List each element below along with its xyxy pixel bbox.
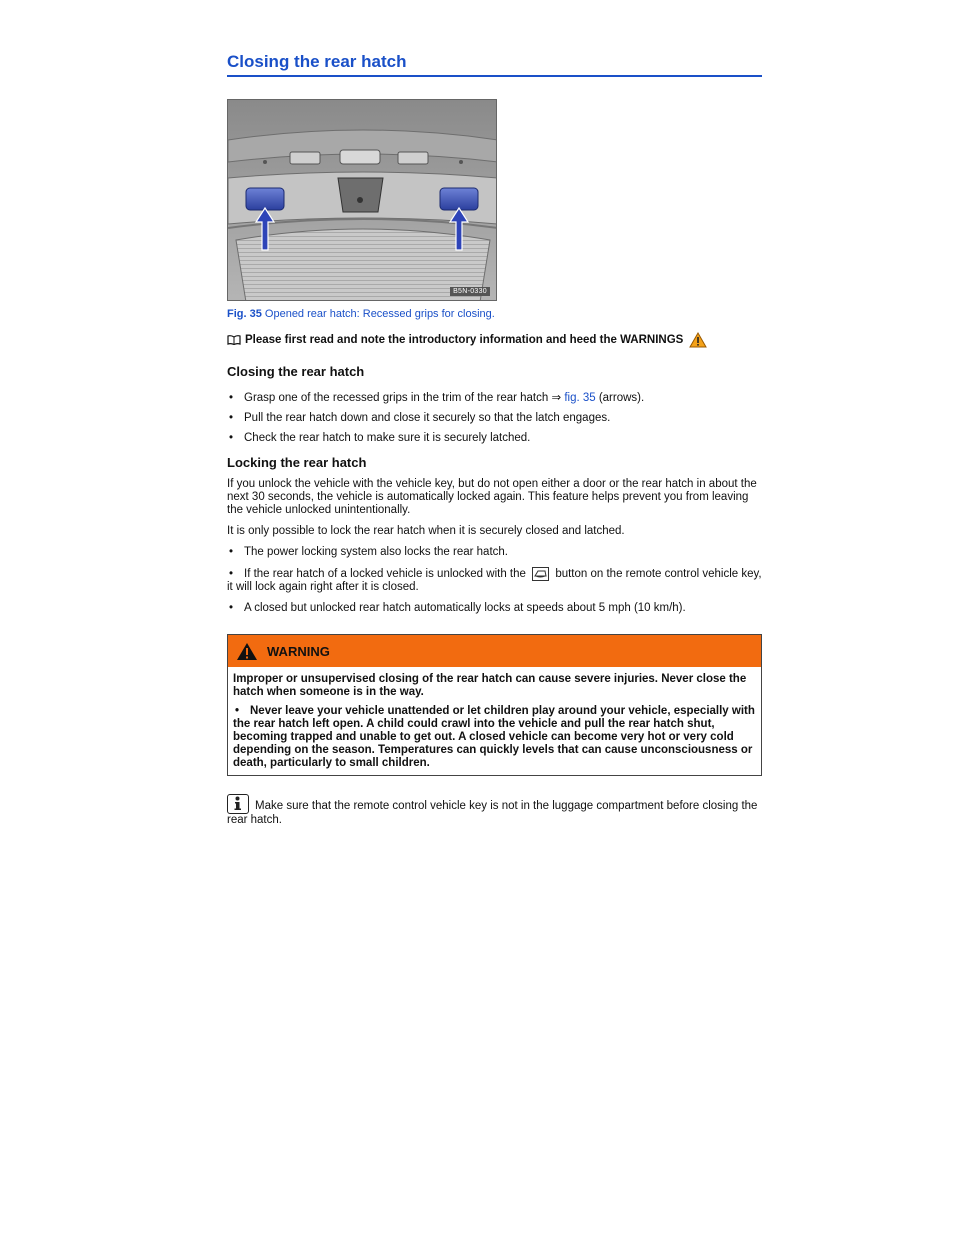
section-heading-locking: Locking the rear hatch bbox=[227, 455, 367, 470]
figure-caption-number: Fig. 35 bbox=[227, 308, 262, 320]
warning-text-2: Never leave your vehicle unattended or let children play around your vehicle, especially with the rear hatch left open. A child could crawl into the vehicle and pull the rear hatch shut, becoming trapped and unable to get out. A closed vehicle can become very hot or very cold depending on the season. Temperatures can quickly levels that can cause unconsciousness or death, particularly to small children. bbox=[233, 705, 755, 769]
figure-link[interactable]: fig. 35 bbox=[564, 392, 596, 404]
closing-steps-list bbox=[227, 391, 762, 445]
warning-triangle-icon[interactable] bbox=[689, 332, 707, 348]
page bbox=[227, 52, 762, 827]
list-item-text: A closed but unlocked rear hatch automatically locks at speeds about 5 mph (10 km/h). bbox=[244, 602, 686, 614]
info-icon bbox=[227, 794, 249, 814]
figure-rear-hatch bbox=[227, 99, 497, 301]
list-item: • The power locking system also locks the rear hatch. bbox=[229, 546, 508, 558]
list-item: • Check the rear hatch to make sure it is securely latched. bbox=[229, 432, 531, 444]
info-note bbox=[227, 794, 762, 827]
figure-caption-text: Opened rear hatch: Recessed grips for closing. bbox=[264, 308, 495, 320]
warning-icon bbox=[236, 642, 258, 661]
note-text: Make sure that the remote control vehicle key is not in the luggage compartment before closing the rear hatch. bbox=[227, 800, 758, 826]
page-title: Closing the rear hatch bbox=[227, 52, 762, 77]
list-item-text: Check the rear hatch to make sure it is securely latched. bbox=[244, 432, 531, 444]
locking-paragraph-2: It is only possible to lock the rear hatch when it is securely closed and latched. bbox=[227, 525, 625, 537]
list-item-text: Grasp one of the recessed grips in the trim of the rear hatch ⇒ bbox=[244, 392, 562, 404]
rear-hatch-key-icon bbox=[532, 567, 549, 581]
warning-text-2-wrap: • Never leave your vehicle unattended or let children play around your vehicle, especially with the rear hatch left open. A child could crawl into the vehicle and pull the rear hatch shut, becoming trapped and unable to get out. A closed vehicle can become very hot or very cold depending on the season. Temperatures can quickly levels that can cause unconsciousness or death, particularly to small children. bbox=[233, 705, 755, 769]
book-icon bbox=[227, 335, 241, 345]
list-item: • A closed but unlocked rear hatch automatically locks at speeds about 5 mph (10 km/h). bbox=[229, 602, 686, 614]
warning-text-1: Improper or unsupervised closing of the rear hatch can cause severe injuries. Never close the hatch when someone is in the way. bbox=[233, 673, 747, 698]
list-item-text: If the rear hatch of a locked vehicle is unlocked with the bbox=[244, 568, 526, 580]
list-item: • Grasp one of the recessed grips in the trim of the rear hatch ⇒ fig. 35 (arrows). bbox=[229, 392, 645, 404]
figure-code: B5N-0330 bbox=[450, 287, 490, 296]
list-item-text: (arrows). bbox=[595, 392, 645, 404]
rear-hatch-illustration bbox=[228, 100, 497, 301]
list-item: • Pull the rear hatch down and close it securely so that the latch engages. bbox=[229, 412, 611, 424]
list-item-text: Pull the rear hatch down and close it securely so that the latch engages. bbox=[244, 412, 611, 424]
locking-paragraph-1: If you unlock the vehicle with the vehicle key, but do not open either a door or the rear hatch in about the next 30 seconds, the vehicle is automatically locked again. This feature helps prevent you from leaving the vehicle unlocked unintentionally. bbox=[227, 478, 757, 516]
intro-text: Please first read and note the introductory information and heed the WARNINGS bbox=[245, 334, 684, 346]
figure-caption bbox=[227, 308, 762, 320]
list-item: • If the rear hatch of a locked vehicle is unlocked with the button on the remote control vehicle key, it will lock again right after it is closed. bbox=[227, 568, 762, 593]
warning-label: WARNING bbox=[267, 643, 330, 659]
section-heading-closing: Closing the rear hatch bbox=[227, 364, 365, 379]
warning-box bbox=[227, 634, 762, 776]
list-item-text: The power locking system also locks the rear hatch. bbox=[244, 546, 508, 558]
list-item-text: button on the remote control vehicle key, it will lock again right after it is closed. bbox=[227, 568, 762, 593]
intro-notice bbox=[227, 332, 762, 348]
warning-header bbox=[228, 635, 761, 667]
warning-body bbox=[228, 667, 761, 775]
